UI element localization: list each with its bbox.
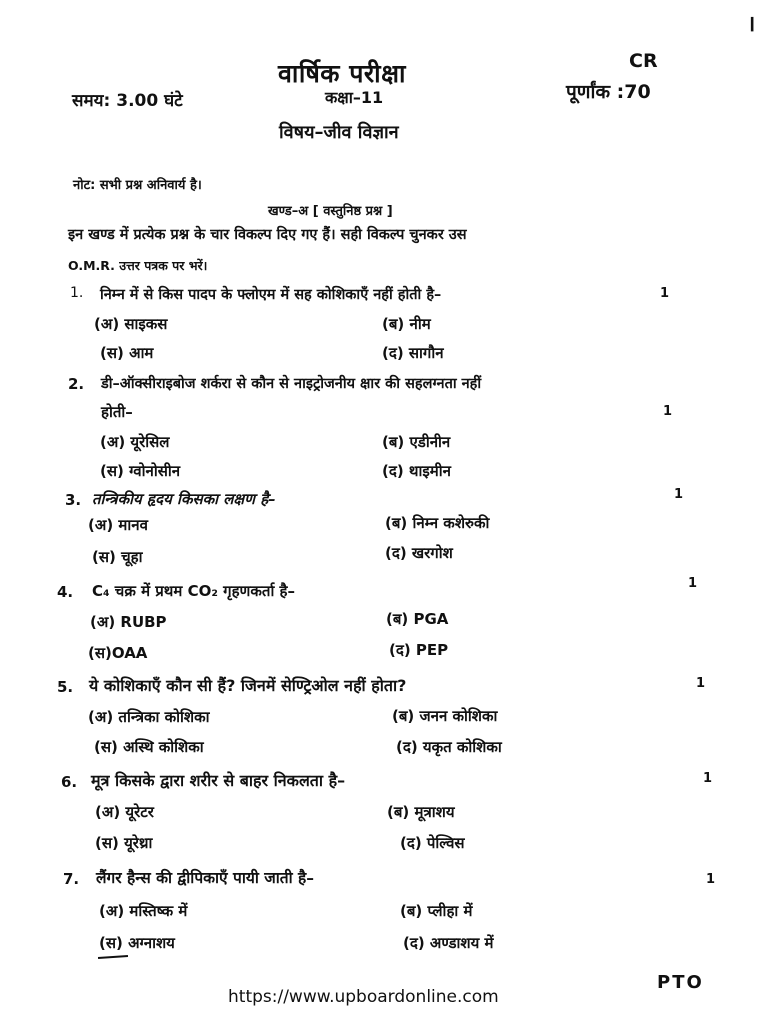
option-a: (अ) यूरेटर — [95, 803, 154, 821]
question-text: C₄ चक्र में प्रथम CO₂ गृहणकर्ता है– — [92, 582, 296, 600]
option-d: (द) अण्डाशय में — [403, 934, 494, 952]
option-b: (ब) एडीनीन — [382, 433, 451, 451]
question-text: मूत्र किसके द्वारा शरीर से बाहर निकलता है– — [91, 771, 346, 790]
option-b: (ब) प्लीहा में — [400, 902, 473, 920]
option-a: (अ) साइकस — [94, 315, 168, 333]
question-marks: 1 — [688, 576, 698, 591]
option-c: (स) चूहा — [92, 548, 143, 566]
option-c: (स) अस्थि कोशिका — [94, 738, 204, 756]
option-a: (अ) तन्त्रिका कोशिका — [88, 708, 210, 726]
exam-class: कक्षा–11 — [325, 88, 384, 107]
option-a: (अ) मस्तिष्क में — [99, 902, 188, 920]
question-number: 2. — [68, 375, 85, 393]
question-text-cont: होती– — [101, 403, 133, 421]
option-c: (स)OAA — [88, 644, 148, 662]
option-d: (द) पेल्विस — [400, 834, 465, 852]
question-marks: 1 — [663, 404, 673, 419]
option-c: (स) ग्वोनोसीन — [100, 462, 181, 480]
option-c: (स) यूरेथ्रा — [95, 834, 153, 852]
paper-code: CR — [629, 50, 658, 72]
option-b: (ब) निम्न कशेरुकी — [385, 514, 490, 532]
section-title: खण्ड–अ [ वस्तुनिष्ठ प्रश्न ] — [268, 204, 393, 219]
exam-time: समय: 3.00 घंटे — [72, 91, 183, 111]
option-a: (अ) यूरेसिल — [100, 433, 170, 451]
instructions-note: नोट: सभी प्रश्न अनिवार्य है। — [73, 178, 202, 193]
question-marks: 1 — [703, 771, 713, 786]
question-number: 1. — [70, 285, 84, 301]
question-number: 7. — [63, 870, 80, 888]
option-d: (द) सागौन — [382, 344, 444, 362]
question-marks: 1 — [706, 872, 716, 887]
question-number: 4. — [57, 583, 74, 601]
option-d: (द) थाइमीन — [382, 462, 451, 480]
question-marks: 1 — [696, 676, 706, 691]
option-b: (ब) नीम — [382, 315, 431, 333]
question-marks: 1 — [674, 487, 684, 502]
max-marks: पूर्णांक :70 — [566, 81, 651, 103]
option-d: (द) यकृत कोशिका — [396, 738, 502, 756]
footer-url[interactable]: https://www.upboardonline.com — [228, 987, 499, 1007]
option-d: (द) खरगोश — [385, 544, 453, 562]
option-a: (अ) RUBP — [90, 613, 167, 631]
question-text: निम्न में से किस पादप के फ्लोएम में सह कोशिकाएँ नहीं होती है– — [100, 287, 442, 303]
option-b: (ब) मूत्राशय — [387, 803, 455, 821]
exam-title: वार्षिक परीक्षा — [278, 59, 407, 88]
question-marks: 1 — [660, 286, 670, 301]
option-d: (द) PEP — [389, 641, 449, 659]
question-number: 6. — [61, 773, 78, 791]
pto-label: PTO — [657, 972, 704, 993]
option-a: (अ) मानव — [88, 516, 148, 534]
section-instruction-line1: इन खण्ड में प्रत्येक प्रश्न के चार विकल्प दिए गए हैं। सही विकल्प चुनकर उस — [68, 227, 467, 243]
question-text: ये कोशिकाएँ कौन सी हैं? जिनमें सेण्ट्रिओल नहीं होता? — [89, 676, 407, 695]
question-text: तन्त्रिकीय हृदय किसका लक्षण है– — [92, 490, 276, 508]
question-number: 3. — [65, 491, 82, 509]
question-text: डी–ऑक्सीराइबोज शर्करा से कौन से नाइट्रोजनीय क्षार की सहलग्नता नहीं — [101, 376, 482, 392]
question-text: लैंगर हैन्स की द्वीपिकाएँ पायी जाती है– — [96, 869, 314, 887]
option-c: (स) आम — [100, 344, 154, 362]
option-b: (ब) PGA — [386, 610, 449, 628]
pen-underline-mark — [98, 955, 128, 959]
question-number: 5. — [57, 678, 74, 696]
option-b: (ब) जनन कोशिका — [392, 707, 498, 725]
exam-subject: विषय–जीव विज्ञान — [279, 122, 399, 143]
corner-mark: । — [747, 12, 756, 37]
option-c: (स) अग्नाशय — [99, 934, 175, 952]
section-instruction-line2: O.M.R. उत्तर पत्रक पर भरें। — [68, 258, 208, 273]
